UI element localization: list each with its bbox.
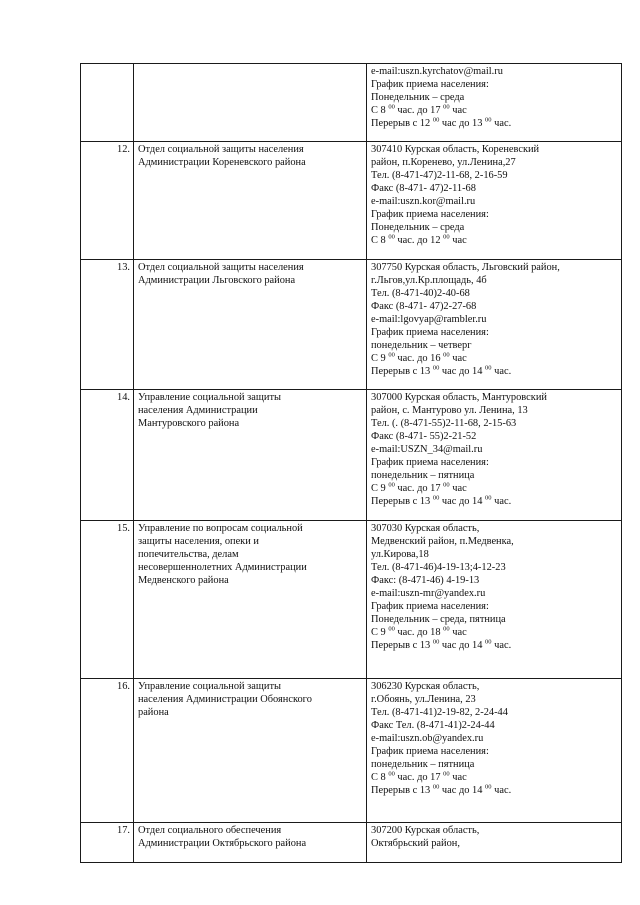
row-number: 16. [81, 679, 134, 823]
minutes-superscript: 00 [485, 116, 492, 124]
row-number [81, 64, 134, 142]
contact-details [367, 260, 622, 390]
contact-details [367, 390, 622, 521]
contact-details [367, 64, 622, 142]
contacts-table-body [81, 64, 622, 863]
contact-detail-line: График приема населения: [371, 327, 489, 338]
contact-detail-line: С 9 $^{00}$ час. до 18 $^{00}$ час [371, 625, 467, 638]
contact-detail-line: понедельник – пятница [371, 759, 475, 770]
row-number: 15. [81, 521, 134, 679]
department-name-line: Управление по вопросам социальной [138, 523, 303, 534]
contact-detail-line: Факс: (8-471-46) 4-19-13 [371, 575, 480, 586]
contact-detail-line: С 8 $^{00}$ час. до 12 $^{00}$ час [371, 233, 467, 246]
minutes-superscript: 00 [485, 494, 492, 502]
minutes-superscript: 00 [443, 351, 450, 359]
contact-detail-line: понедельник – пятница [371, 470, 475, 481]
contact-details [367, 823, 622, 863]
contact-detail-line: График приема населения: [371, 601, 489, 612]
contact-detail-line: Факс (8-471- 47)2-11-68 [371, 183, 476, 194]
minutes-superscript: 00 [388, 770, 395, 778]
department-name [134, 142, 367, 260]
minutes-superscript: 00 [485, 783, 492, 791]
minutes-superscript: 00 [485, 364, 492, 372]
contact-detail-line: e-mail:uszn-mr@yandex.ru [371, 588, 486, 599]
department-name [134, 679, 367, 823]
minutes-superscript: 00 [443, 233, 450, 241]
contact-details [367, 521, 622, 679]
minutes-superscript: 00 [388, 233, 395, 241]
department-name-line: Администрации Льговского района [138, 275, 296, 286]
contact-detail-line: Медвенский район, п.Медвенка, [371, 536, 514, 547]
minutes-superscript: 00 [432, 638, 440, 646]
minutes-superscript: 00 [443, 770, 450, 778]
contact-detail-line: С 8 $^{00}$ час. до 17 $^{00}$ час [371, 770, 467, 783]
department-name-line: Администрации Кореневского района [138, 157, 306, 168]
minutes-superscript: 00 [443, 625, 450, 633]
contact-detail-line: e-mail:USZN_34@mail.ru [371, 444, 483, 455]
contact-detail-line: Понедельник – среда [371, 92, 465, 103]
contact-detail-line: График приема населения: [371, 457, 489, 468]
contact-detail-line: С 9 $^{00}$ час. до 16 $^{00}$ час [371, 351, 467, 364]
department-name-line: Отдел социальной защиты населения [138, 144, 304, 155]
contact-details [367, 679, 622, 823]
table-row [81, 64, 622, 142]
contact-detail-line: понедельник – четверг [371, 340, 472, 351]
contact-detail-line: Перерыв с 13 $^{00}$ час до 14 $^{00}$ час. [371, 638, 512, 651]
contact-detail-line: 307200 Курская область, [371, 825, 480, 836]
row-number: 14. [81, 390, 134, 521]
minutes-superscript: 00 [388, 103, 395, 111]
contact-detail-line: Октябрьский район, [371, 838, 460, 849]
row-number: 17. [81, 823, 134, 863]
department-name-line: Мантуровского района [138, 418, 240, 429]
contact-detail-line: Понедельник – среда [371, 222, 465, 233]
contact-detail-line: С 9 $^{00}$ час. до 17 $^{00}$ час [371, 481, 467, 494]
contact-detail-line: Тел. (8-471-47)2-11-68, 2-16-59 [371, 170, 508, 181]
minutes-superscript: 00 [432, 364, 440, 372]
contact-detail-line: e-mail:uszn.kor@mail.ru [371, 196, 476, 207]
minutes-superscript: 00 [388, 351, 395, 359]
minutes-superscript: 00 [432, 116, 440, 124]
contact-detail-line: e-mail:lgovyap@rambler.ru [371, 314, 487, 325]
contact-detail-line: Факс (8-471- 47)2-27-68 [371, 301, 477, 312]
contact-detail-line: e-mail:uszn.kyrchatov@mail.ru [371, 66, 503, 77]
contact-detail-line: г.Обоянь, ул.Ленина, 23 [371, 694, 476, 705]
department-name [134, 823, 367, 863]
table-row [81, 521, 622, 679]
contact-detail-line: 307000 Курская область, Мантуровский [371, 392, 547, 403]
contact-detail-line: Тел. (8-471-46)4-19-13;4-12-23 [371, 562, 506, 573]
contact-detail-line: район, п.Коренево, ул.Ленина,27 [371, 157, 516, 168]
contact-detail-line: С 8 $^{00}$ час. до 17 $^{00}$ час [371, 103, 467, 116]
contact-detail-line: г.Льгов,ул.Кр.площадь, 4б [371, 275, 487, 286]
department-name-line: населения Администрации Обоянского [138, 694, 312, 705]
department-name [134, 390, 367, 521]
contact-detail-line: 307030 Курская область, [371, 523, 480, 534]
contact-details [367, 142, 622, 260]
minutes-superscript: 00 [443, 481, 450, 489]
department-name-line: Администрации Октябрьского района [138, 838, 307, 849]
department-name [134, 260, 367, 390]
row-number: 13. [81, 260, 134, 390]
contact-detail-line: Понедельник – среда, пятница [371, 614, 506, 625]
department-name-line: Отдел социальной защиты населения [138, 262, 304, 273]
contact-detail-line: Тел. (. (8-471-55)2-11-68, 2-15-63 [371, 418, 517, 429]
department-name-line: Отдел социального обеспечения [138, 825, 282, 836]
contact-detail-line: 306230 Курская область, [371, 681, 480, 692]
department-name-line: Управление социальной защиты [138, 681, 281, 692]
contact-detail-line: Тел. (8-471-41)2-19-82, 2-24-44 [371, 707, 508, 718]
contact-detail-line: Перерыв с 13 $^{00}$ час до 14 $^{00}$ час. [371, 783, 512, 796]
minutes-superscript: 00 [485, 638, 492, 646]
minutes-superscript: 00 [432, 783, 440, 791]
contact-detail-line: Факс (8-471- 55)2-21-52 [371, 431, 477, 442]
contact-detail-line: 307750 Курская область, Льговский район, [371, 262, 560, 273]
minutes-superscript: 00 [432, 494, 440, 502]
contact-detail-line: Перерыв с 13 $^{00}$ час до 14 $^{00}$ час. [371, 364, 512, 377]
contact-detail-line: Перерыв с 12 $^{00}$ час до 13 $^{00}$ час. [371, 116, 512, 129]
department-name-line: Медвенского района [138, 575, 229, 586]
department-name [134, 521, 367, 679]
contact-detail-line: График приема населения: [371, 746, 489, 757]
table-row [81, 679, 622, 823]
contact-detail-line: 307410 Курская область, Кореневский [371, 144, 540, 155]
contact-detail-line: График приема населения: [371, 79, 489, 90]
department-name [134, 64, 367, 142]
contact-detail-line: Тел. (8-471-40)2-40-68 [371, 288, 470, 299]
department-name-line: попечительства, делам [138, 549, 239, 560]
contact-detail-line: Перерыв с 13 $^{00}$ час до 14 $^{00}$ час. [371, 494, 512, 507]
department-name-line: района [138, 707, 169, 718]
table-row [81, 390, 622, 521]
table-row [81, 823, 622, 863]
contact-detail-line: район, с. Мантурово ул. Ленина, 13 [371, 405, 528, 416]
department-name-line: населения Администрации [138, 405, 258, 416]
contact-detail-line: Факс Тел. (8-471-41)2-24-44 [371, 720, 495, 731]
contact-detail-line: e-mail:uszn.ob@yandex.ru [371, 733, 484, 744]
row-number: 12. [81, 142, 134, 260]
minutes-superscript: 00 [388, 625, 395, 633]
department-name-line: несовершеннолетних Администрации [138, 562, 307, 573]
contact-detail-line: График приема населения: [371, 209, 489, 220]
table-row [81, 260, 622, 390]
contacts-table [80, 63, 622, 863]
table-row [81, 142, 622, 260]
contact-detail-line: ул.Кирова,18 [371, 549, 429, 560]
minutes-superscript: 00 [388, 481, 395, 489]
department-name-line: защиты населения, опеки и [138, 536, 259, 547]
minutes-superscript: 00 [443, 103, 450, 111]
department-name-line: Управление социальной защиты [138, 392, 281, 403]
